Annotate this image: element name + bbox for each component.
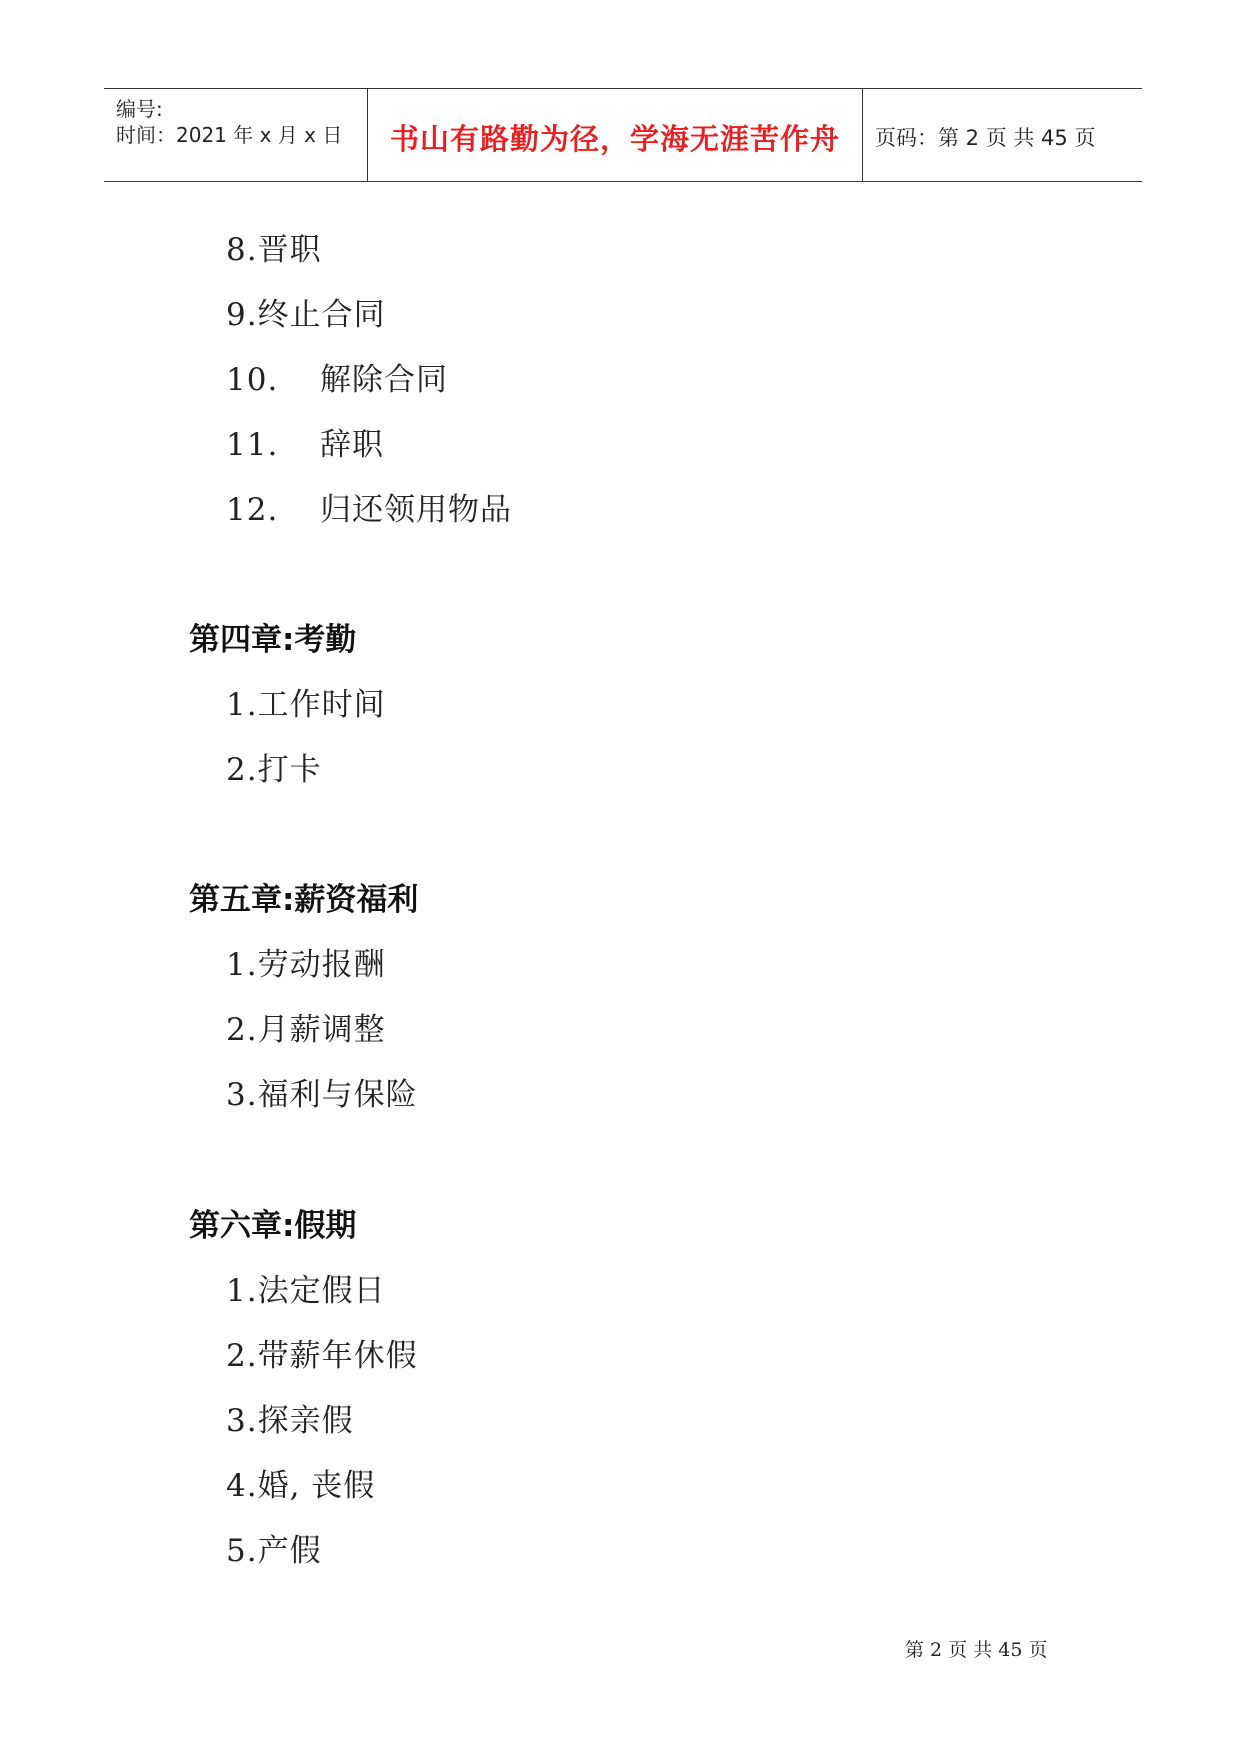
list-item-text: 探亲假 xyxy=(257,1403,354,1439)
list-item xyxy=(226,1460,375,1505)
motto-text: 书山有路勤为径，学海无涯苦作舟 xyxy=(389,122,840,156)
page-header xyxy=(104,88,1142,182)
serial-number-label: 编号: xyxy=(116,97,163,121)
list-item-text: 辞职 xyxy=(320,427,384,463)
list-item xyxy=(226,1525,322,1570)
list-item-number: 9. xyxy=(226,297,258,333)
header-page-cell xyxy=(863,89,1142,181)
list-item-number: 1. xyxy=(226,1273,258,1309)
list-item xyxy=(226,1069,418,1114)
chapter-heading: 第五章:薪资福利 xyxy=(189,882,419,918)
list-item xyxy=(226,289,386,334)
list-item-number: 2. xyxy=(226,752,258,788)
list-item-text: 福利与保险 xyxy=(257,1077,418,1113)
list-item-number: 8. xyxy=(226,232,258,268)
list-item-text: 工作时间 xyxy=(257,687,386,723)
list-item-number: 12. xyxy=(226,492,279,528)
list-item-text: 带薪年休假 xyxy=(257,1338,418,1374)
list-item-number: 2. xyxy=(226,1338,258,1374)
list-item-number: 10. xyxy=(226,362,279,398)
header-meta-cell xyxy=(104,89,368,181)
list-item-number: 3. xyxy=(226,1403,258,1439)
list-item-text: 婚, 丧假 xyxy=(257,1468,376,1504)
list-item xyxy=(226,1004,386,1049)
list-item-text: 产假 xyxy=(257,1533,322,1569)
list-item xyxy=(226,679,386,724)
list-item xyxy=(226,354,448,399)
list-item-number: 2. xyxy=(226,1012,258,1048)
list-item-number: 1. xyxy=(226,687,258,723)
list-item xyxy=(226,744,322,789)
list-item-text: 解除合同 xyxy=(320,362,448,398)
list-item-number: 4. xyxy=(226,1468,258,1504)
chapter-heading: 第六章:假期 xyxy=(189,1208,357,1244)
list-item-number: 11. xyxy=(226,427,279,463)
list-item-number: 5. xyxy=(226,1533,258,1569)
list-item-text: 终止合同 xyxy=(257,297,386,333)
list-item xyxy=(226,939,386,984)
list-item xyxy=(226,224,322,269)
list-item xyxy=(226,1330,418,1375)
chapter-heading: 第四章:考勤 xyxy=(189,622,357,658)
date-label: 时间：2021 年 x 月 x 日 xyxy=(116,123,343,147)
page-footer: 第 2 页 共 45 页 xyxy=(905,1639,1048,1661)
list-item xyxy=(226,484,512,529)
list-item xyxy=(226,1395,354,1440)
list-item-number: 3. xyxy=(226,1077,258,1113)
list-item-text: 劳动报酬 xyxy=(257,947,386,983)
list-item-text: 晋职 xyxy=(257,232,322,268)
list-item-text: 打卡 xyxy=(257,752,322,788)
header-motto-cell xyxy=(368,89,863,181)
page-code-label: 页码：第 2 页 共 45 页 xyxy=(875,126,1096,150)
list-item-text: 月薪调整 xyxy=(257,1012,386,1048)
list-item-number: 1. xyxy=(226,947,258,983)
list-item-text: 归还领用物品 xyxy=(320,492,512,528)
list-item xyxy=(226,1265,386,1310)
list-item-text: 法定假日 xyxy=(257,1273,386,1309)
list-item xyxy=(226,419,384,464)
